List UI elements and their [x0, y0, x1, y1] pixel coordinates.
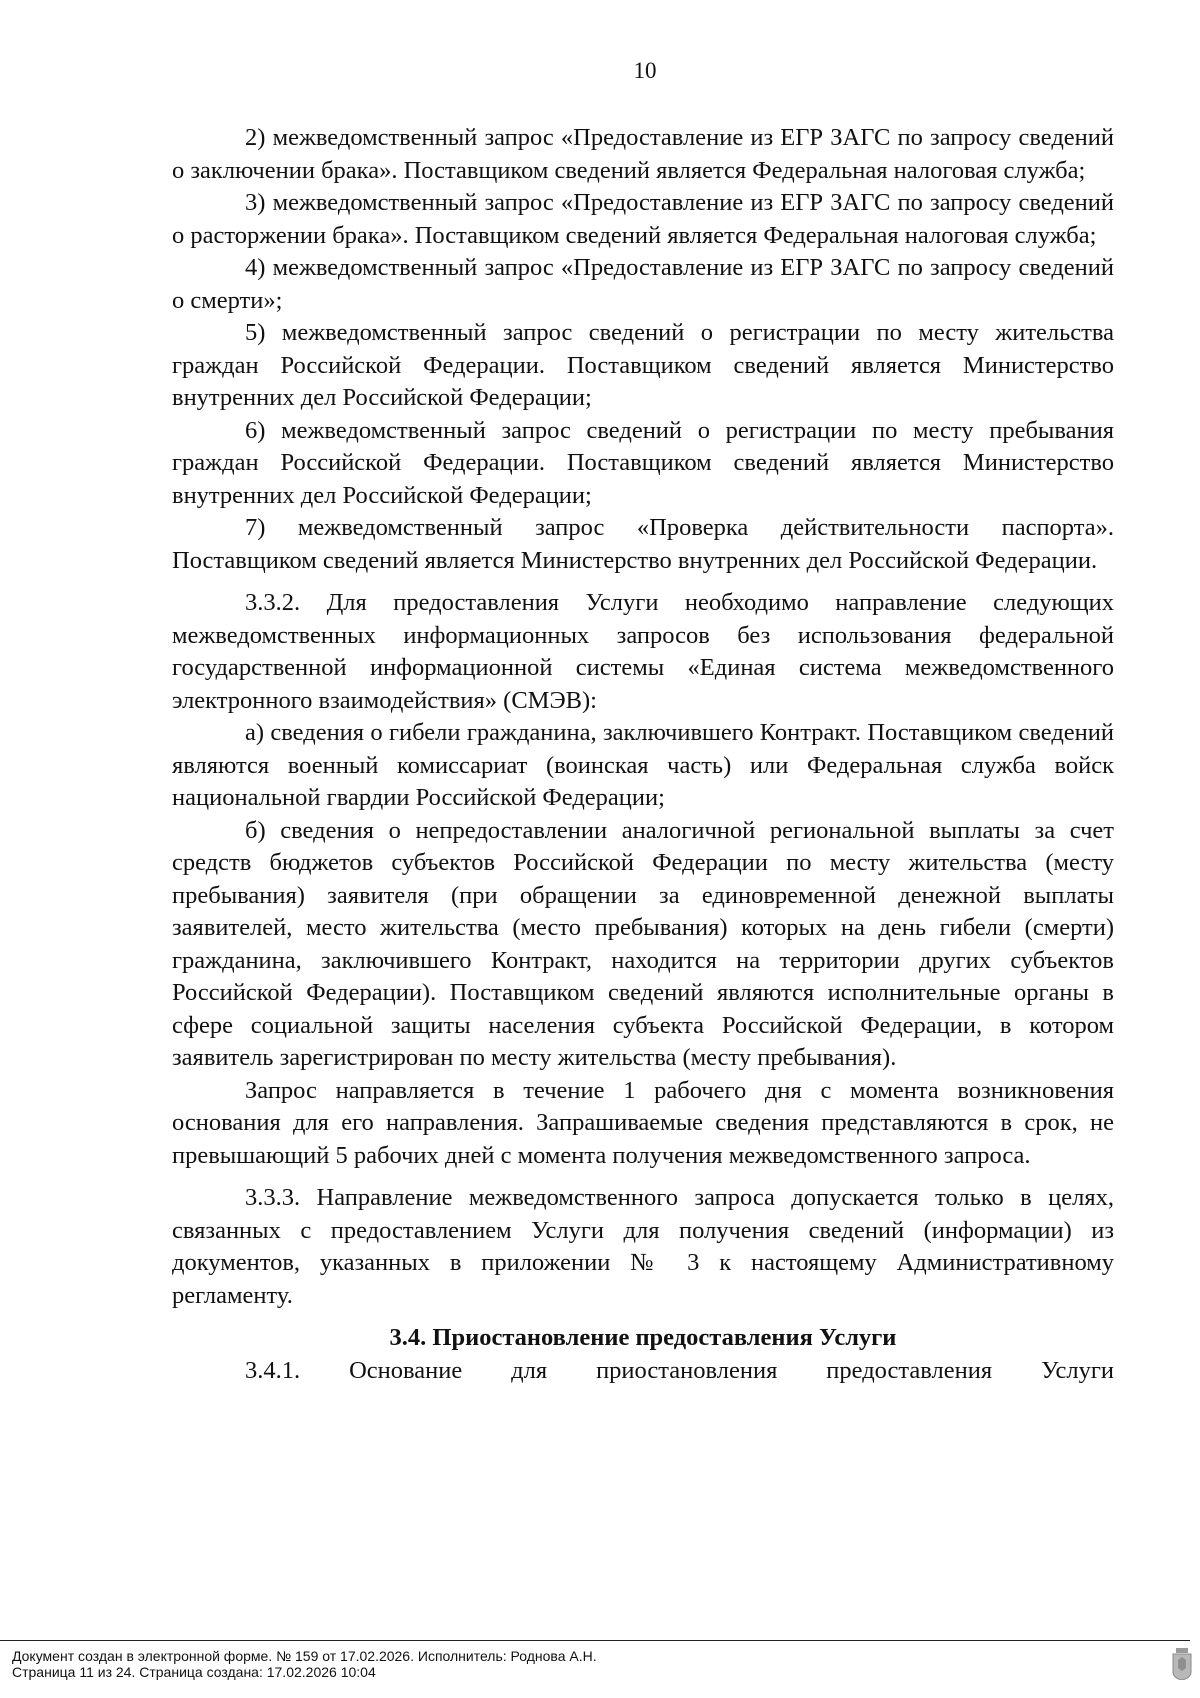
document-body [172, 122, 1114, 1387]
paragraph-3-3-2: 3.3.2. Для предоставления Услуги необходимо направление следующих межведомственных информационных запросов без использования федеральной государственной информационной системы «Единая система межведомственного электронного взаимодействия» (СМЭВ): [172, 589, 1114, 714]
footer-divider [0, 1640, 1190, 1641]
footer-line-2: Страница 11 из 24. Страница создана: 17.02.2026 10:04 [12, 1664, 376, 1680]
paragraph-item-5: 5) межведомственный запрос сведений о регистрации по месту жительства граждан Российской Федерации. Поставщиком сведений является Министерство внутренних дел Российской Федерации; [172, 319, 1114, 411]
paragraph-item-4: 4) межведомственный запрос «Предоставление из ЕГР ЗАГС по запросу сведений о смерти»; [172, 254, 1114, 314]
document-footer [12, 1648, 597, 1680]
paragraph-item-a: а) сведения о гибели гражданина, заключившего Контракт. Поставщиком сведений являются военный комиссариат (воинская часть) или Федеральная служба войск национальной гвардии Российской Федерации; [172, 719, 1114, 811]
page-number: 10 [633, 58, 657, 83]
footer-line-1: Документ создан в электронной форме. № 159 от 17.02.2026. Исполнитель: Роднова А.Н. [12, 1648, 597, 1664]
paragraph-item-2: 2) межведомственный запрос «Предоставление из ЕГР ЗАГС по запросу сведений о заключении брака». Поставщиком сведений является Федеральная налоговая служба; [172, 124, 1114, 184]
paragraph-3-4-1: 3.4.1. Основание для приостановления предоставления Услуги [245, 1356, 1114, 1384]
paragraph-request-terms: Запрос направляется в течение 1 рабочего дня с момента возникновения основания для его направления. Запрашиваемые сведения представляются в срок, не превышающий 5 рабочих дней с момента получения межведомственного запроса. [172, 1076, 1114, 1169]
paragraph-3-3-3: 3.3.3. Направление межведомственного запроса допускается только в целях, связанных с предоставлением Услуги для получения сведений (информации) из документов, указанных в приложении № 3 к настоящему Административному регламенту. [172, 1184, 1114, 1309]
paragraph-item-6: 6) межведомственный запрос сведений о регистрации по месту пребывания граждан Российской Федерации. Поставщиком сведений является Министерство внутренних дел Российской Федерации; [172, 416, 1114, 509]
paragraph-item-3: 3) межведомственный запрос «Предоставление из ЕГР ЗАГС по запросу сведений о расторжении брака». Поставщиком сведений является Федеральная налоговая служба; [172, 189, 1114, 249]
paragraph-item-b: б) сведения о непредоставлении аналогичной региональной выплаты за счет средств бюджетов субъектов Российской Федерации по месту жительства (месту пребывания) заявителя (при обращении за единовременной денежной выплаты заявителей, место жительства (место пребывания) которых на день гибели (смерти) гражданина, заключившего Контракт, находится на территории других субъектов Российской Федерации). Поставщиком сведений являются исполнительные органы в сфере социальной защиты населения субъекта Российской Федерации, в котором заявитель зарегистрирован по месту жительства (месту пребывания). [172, 816, 1114, 1071]
coat-of-arms-icon [1172, 1648, 1192, 1680]
paragraph-item-7: 7) межведомственный запрос «Проверка действительности паспорта». Поставщиком сведений является Министерство внутренних дел Российской Федерации. [172, 514, 1114, 574]
section-heading: 3.4. Приостановление предоставления Услуги [389, 1324, 897, 1351]
